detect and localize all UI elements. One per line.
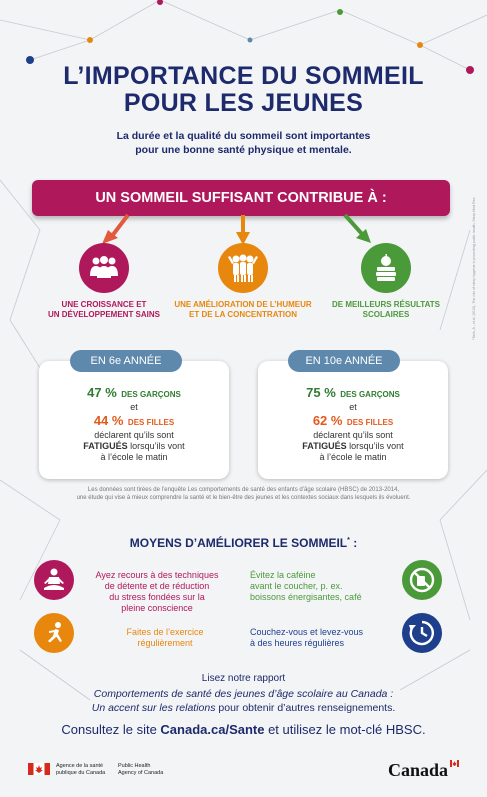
note-line1: Les données sont tirées de l’enquête Les comportements de santé des enfants d’âge scolaire (HBSC) de 2013-2014, <box>87 487 400 493</box>
grade10-girls-pct: 62 % <box>312 413 343 428</box>
grade10-line2 <box>258 441 448 452</box>
consult-pre: Consultez le site <box>61 722 161 737</box>
report-title-line1 <box>0 688 487 700</box>
exercise-icon <box>34 613 74 653</box>
grade10-label: EN 10e ANNÉE <box>305 355 383 367</box>
grade10-girls-text: DES FILLES <box>346 418 394 427</box>
arrow-right-icon <box>345 215 371 243</box>
grade6-girls-pct: 44 % <box>93 413 124 428</box>
tip-line: pleine conscience <box>121 603 193 613</box>
tip-exercise <box>100 627 230 649</box>
report-title2-rest: pour obtenir d’autres renseignements. <box>215 702 396 714</box>
benefit-label <box>24 300 184 320</box>
subtitle-line-1: La durée et la qualité du sommeil sont importantes <box>116 130 371 142</box>
tip-line: à des heures régulières <box>250 638 345 648</box>
grade10-boys-stat <box>258 385 448 402</box>
tip-line: boissons énergisantes, café <box>250 592 362 602</box>
grade10-card <box>258 361 448 479</box>
consult-site-link[interactable]: Canada.ca/Sante <box>160 722 265 737</box>
tip-schedule <box>250 627 400 649</box>
canada-flag-icon <box>28 763 50 775</box>
grade10-label-pill <box>288 350 400 372</box>
grade10-line2-text: lorsqu’ils vont <box>349 441 404 451</box>
tip-line: régulièrement <box>137 638 193 648</box>
side-note-text: *Tarik, A., et al. (2016). The role of sleep hygiene in promoting public health. Sleep Med Rev. <box>472 196 476 340</box>
clock-icon <box>402 613 442 653</box>
agency-fr-line2: publique du Canada <box>56 770 106 776</box>
grade6-label-pill <box>70 350 182 372</box>
grade6-girls-stat <box>39 413 229 430</box>
grade10-and: et <box>349 402 357 412</box>
grade6-girls-text: DES FILLES <box>127 418 175 427</box>
grade10-tired: FATIGUÉS <box>302 441 347 451</box>
note-line2: une étude qui vise à mieux comprendre la santé et le bien-être des jeunes et les contextes sociaux dans lesquels ils évoluent. <box>76 495 411 501</box>
grade10-boys-pct: 75 % <box>306 385 336 400</box>
people-group-icon <box>79 243 129 293</box>
banner-text: UN SOMMEIL SUFFISANT CONTRIBUE À : <box>95 190 387 206</box>
grade10-boys-text: DES GARÇONS <box>340 390 400 399</box>
report-title2[interactable]: Un accent sur les relations <box>91 702 216 714</box>
arrow-middle-icon <box>236 215 250 245</box>
benefit-mood <box>163 243 323 320</box>
grade6-boys-text: DES GARÇONS <box>121 390 181 399</box>
grade6-card <box>39 361 229 479</box>
grade6-line2 <box>39 441 229 452</box>
agency-name-en <box>118 763 163 777</box>
grade6-boys-stat <box>39 385 229 402</box>
grade10-line1: déclarent qu’ils sont <box>313 430 393 440</box>
report-intro <box>0 673 487 684</box>
arrow-left-icon <box>102 215 128 244</box>
canada-wordmark-text: Canada <box>388 760 449 780</box>
subtitle-line-2: pour une bonne santé physique et mentale. <box>135 144 352 156</box>
meditation-icon <box>34 560 74 600</box>
agency-en-line2: Agency of Canada <box>118 770 164 776</box>
benefit-label-line: DE MEILLEURS RÉSULTATS <box>332 300 440 309</box>
grade10-girls-stat <box>258 413 448 430</box>
agency-name-fr <box>56 763 105 777</box>
page-title <box>0 63 487 117</box>
grade6-boys-pct: 47 % <box>87 385 117 400</box>
no-caffeine-icon <box>402 560 442 600</box>
data-source-note <box>0 486 487 502</box>
consult-line <box>0 722 487 737</box>
side-reference-note <box>472 40 476 340</box>
title-line-2: POUR LES JEUNES <box>123 89 364 117</box>
tips-title: MOYENS D’AMÉLIORER LE SOMMEIL* : <box>129 536 358 550</box>
tip-line: Couchez-vous et levez-vous <box>250 627 364 637</box>
benefit-label-line: SCOLAIRES <box>362 310 410 319</box>
grade6-line2-text: lorsqu’ils vont <box>130 441 185 451</box>
report-title1: Comportements de santé des jeunes d’âge scolaire au Canada : <box>93 688 394 700</box>
agency-en-line1: Public Health <box>118 763 151 769</box>
grade6-line1: déclarent qu’ils sont <box>94 430 174 440</box>
benefit-label <box>306 300 466 320</box>
benefit-school <box>306 243 466 320</box>
agency-fr-line1: Agence de la santé <box>56 763 104 769</box>
grade6-label: EN 6e ANNÉE <box>90 355 162 367</box>
apple-books-icon <box>361 243 411 293</box>
tip-caffeine <box>250 570 400 603</box>
title-line-1: L’IMPORTANCE DU SOMMEIL <box>63 62 424 90</box>
benefit-label-line: ET DE LA CONCENTRATION <box>189 310 297 319</box>
benefit-label-line: UNE CROISSANCE ET <box>61 300 147 309</box>
grade6-and: et <box>130 402 138 412</box>
wordmark-flag-icon <box>450 760 459 767</box>
tip-relaxation <box>82 570 232 614</box>
tip-line: Ayez recours à des techniques <box>95 570 219 580</box>
tip-line: avant le coucher, p. ex. <box>250 581 343 591</box>
tip-line: du stress fondées sur la <box>109 592 205 602</box>
grade6-line3: à l’école le matin <box>100 452 168 462</box>
tip-line: Faites de l’exercice <box>126 627 204 637</box>
report-title-line2 <box>0 702 487 714</box>
benefit-label-line: UN DÉVELOPPEMENT SAINS <box>47 310 160 319</box>
canada-wordmark <box>388 760 448 781</box>
contribution-banner <box>32 180 450 216</box>
tip-line: de détente et de réduction <box>104 581 210 591</box>
report-intro-text: Lisez notre rapport <box>201 673 286 684</box>
grade10-content <box>258 385 448 463</box>
benefit-label-line: UNE AMÉLIORATION DE L’HUMEUR <box>174 300 312 309</box>
grade6-tired: FATIGUÉS <box>83 441 128 451</box>
friends-icon <box>218 243 268 293</box>
tip-line: Évitez la caféine <box>250 570 316 580</box>
consult-post: et utilisez le mot-clé HBSC. <box>264 722 426 737</box>
benefit-label <box>163 300 323 320</box>
tips-title-text: MOYENS D’AMÉLIORER LE SOMMEIL <box>129 536 348 550</box>
grade6-content <box>39 385 229 463</box>
tips-title-mark: * <box>347 537 350 544</box>
subtitle <box>0 129 487 157</box>
benefit-growth <box>24 243 184 320</box>
grade10-line3: à l’école le matin <box>319 452 387 462</box>
